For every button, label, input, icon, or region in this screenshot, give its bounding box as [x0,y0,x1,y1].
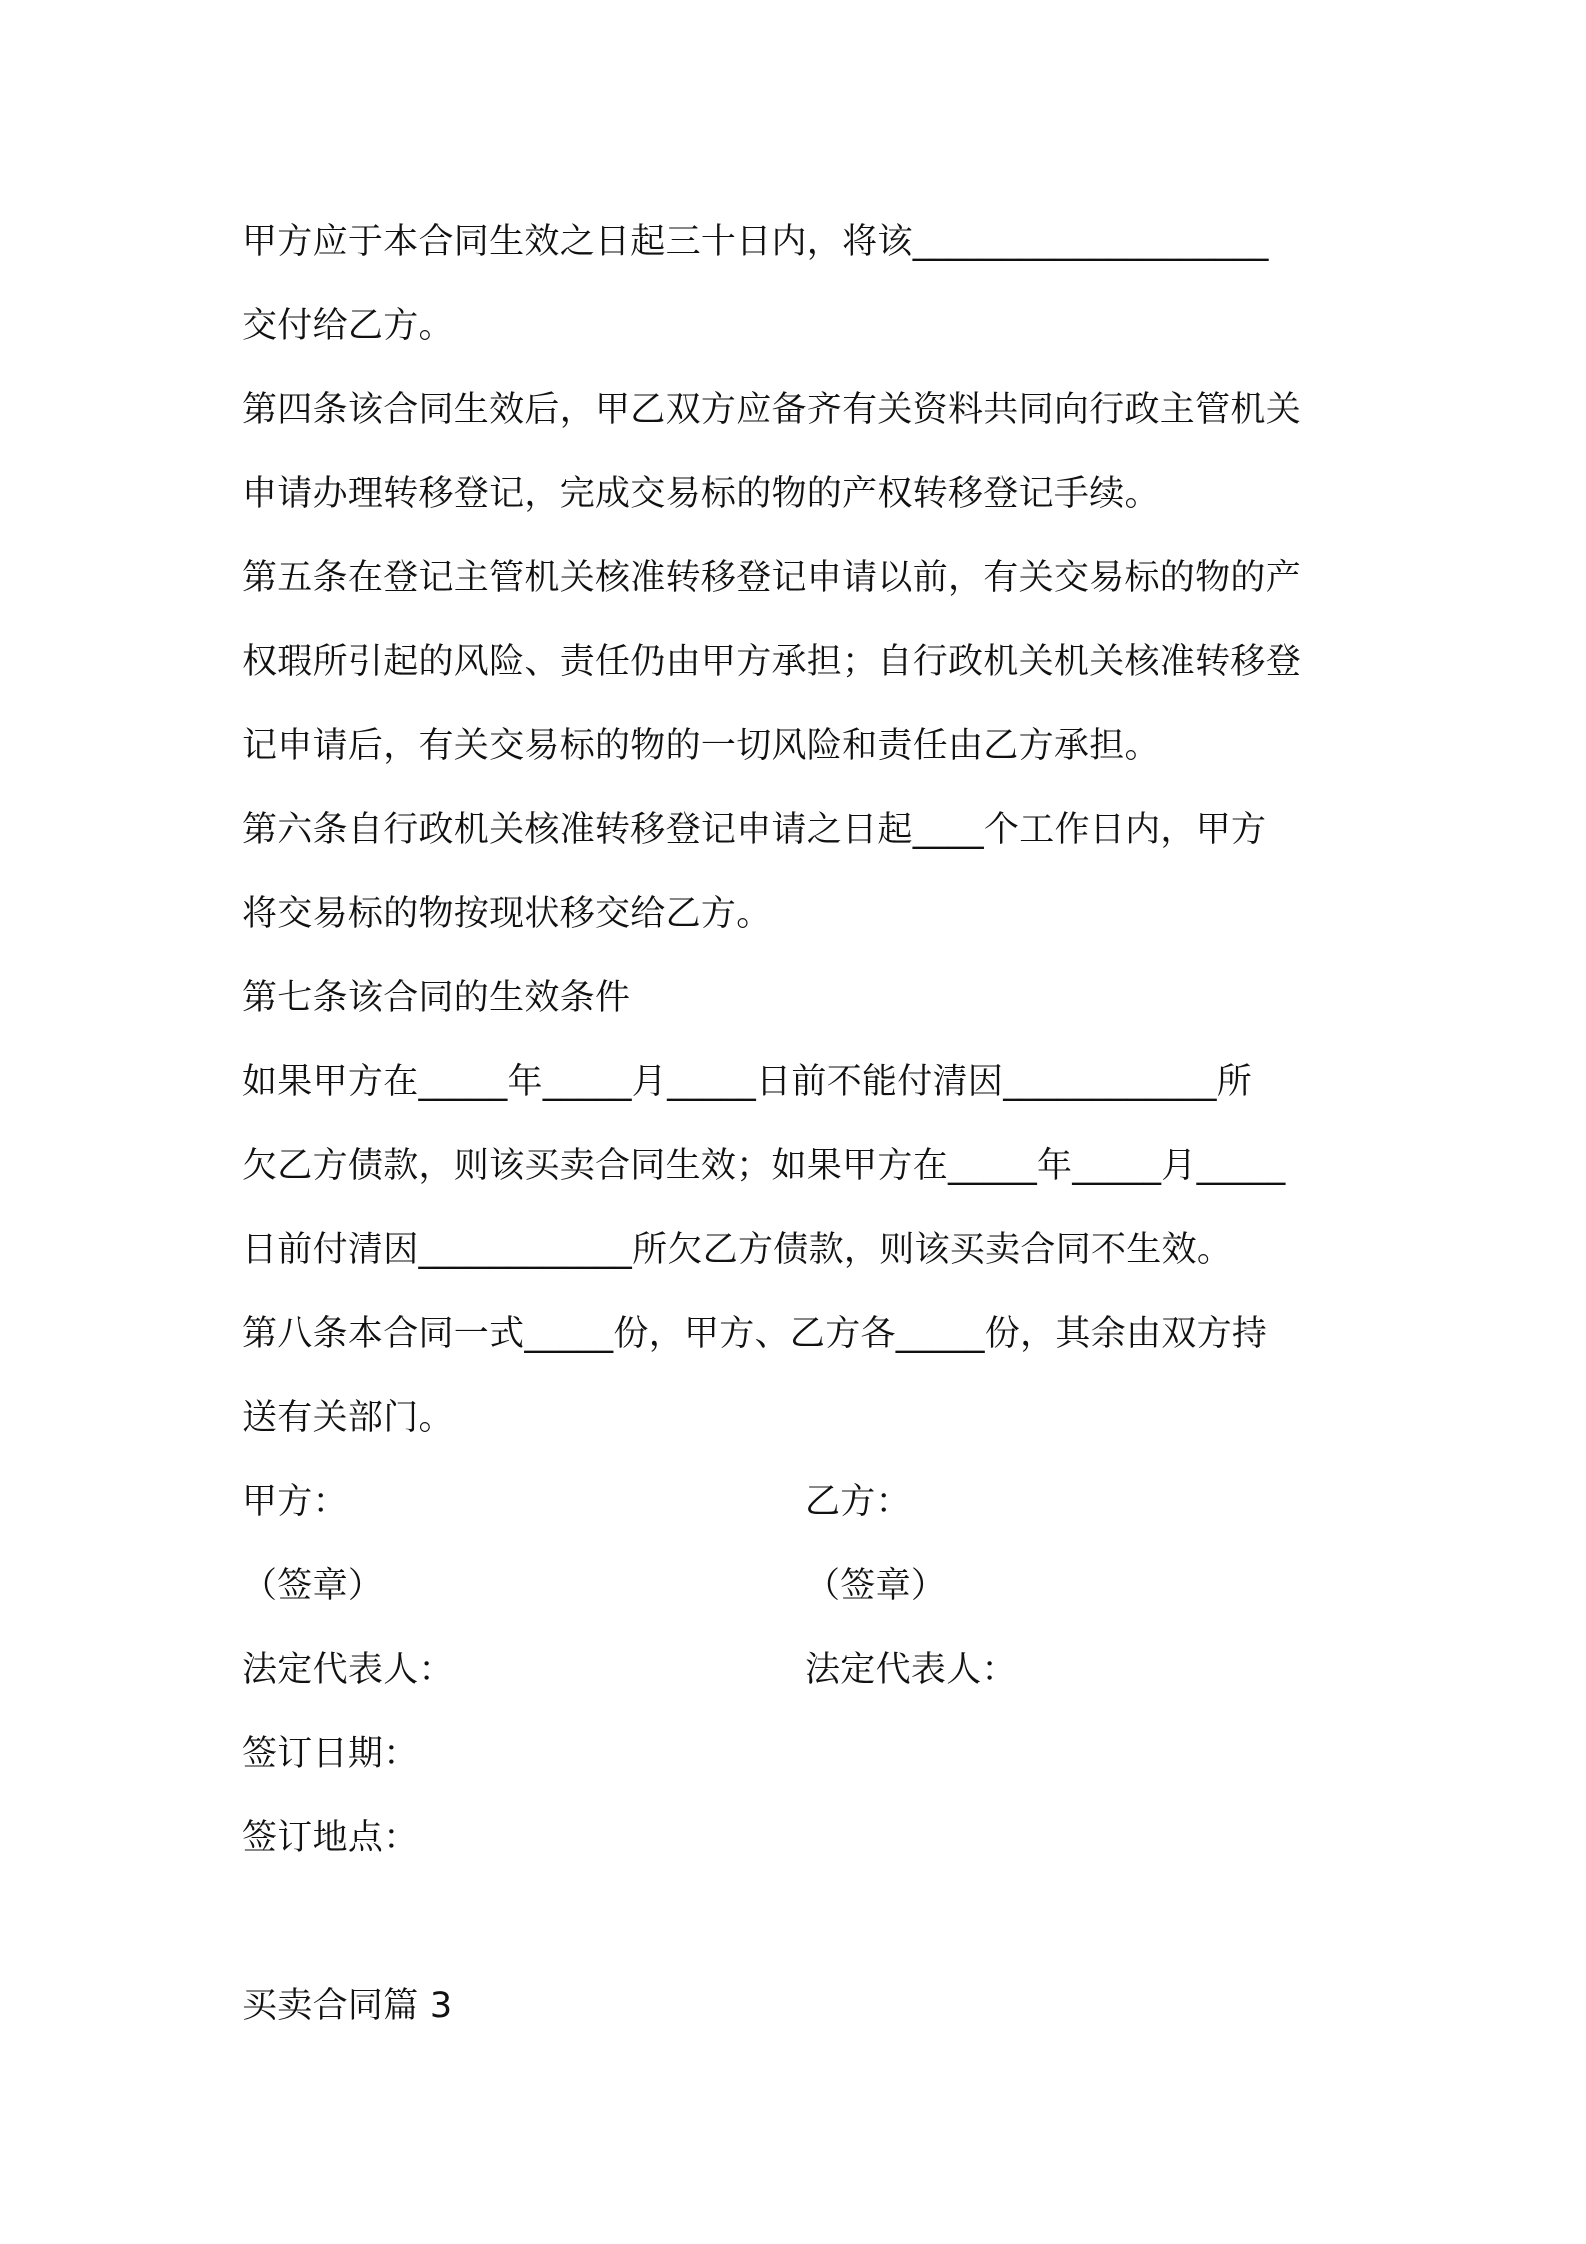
signature-party-row [242,1460,1362,1544]
paragraph-line: 将交易标的物按现状移交给乙方。 [242,894,772,934]
signature-seal-row [242,1544,1362,1628]
party-a-seal: （签章） [242,1566,384,1606]
article-4-line: 第四条该合同生效后，甲乙双方应备齐有关资料共同向行政主管机关 [242,390,1302,430]
signature-rep-row [242,1628,1362,1712]
article-7-line: 第七条该合同的生效条件 [242,978,631,1018]
paragraph-line: 日前付清因____________所欠乙方债款，则该买卖合同不生效。 [242,1230,1233,1270]
signing-place-label: 签订地点： [242,1818,419,1858]
party-a-label: 甲方： [242,1482,348,1522]
party-b-seal: （签章） [805,1566,947,1606]
paragraph-line: 送有关部门。 [242,1398,454,1438]
paragraph-line: 欠乙方债款，则该买卖合同生效；如果甲方在_____年_____月_____ [242,1146,1286,1186]
contract-body [242,200,1362,2048]
party-b-representative: 法定代表人： [805,1650,1017,1690]
section-spacer [242,1880,1362,1964]
paragraph-line: 权瑕所引起的风险、责任仍由甲方承担；自行政机关机关核准转移登 [242,642,1302,682]
paragraph-line: 如果甲方在_____年_____月_____日前不能付清因____________所 [242,1062,1253,1102]
signing-date-label: 签订日期： [242,1734,419,1774]
paragraph-line: 交付给乙方。 [242,306,454,346]
section-title: 买卖合同篇 3 [242,1986,453,2026]
party-b-label: 乙方： [805,1482,911,1522]
article-5-line: 第五条在登记主管机关核准转移登记申请以前，有关交易标的物的产 [242,558,1302,598]
paragraph-line: 申请办理转移登记，完成交易标的物的产权转移登记手续。 [242,474,1160,514]
paragraph-line: 记申请后，有关交易标的物的一切风险和责任由乙方承担。 [242,726,1160,766]
paragraph-line: 甲方应于本合同生效之日起三十日内，将该____________________ [242,222,1269,262]
article-6-line: 第六条自行政机关核准转移登记申请之日起____个工作日内，甲方 [242,810,1267,850]
party-a-representative: 法定代表人： [242,1650,454,1690]
article-8-line: 第八条本合同一式_____份，甲方、乙方各_____份，其余由双方持 [242,1314,1268,1354]
